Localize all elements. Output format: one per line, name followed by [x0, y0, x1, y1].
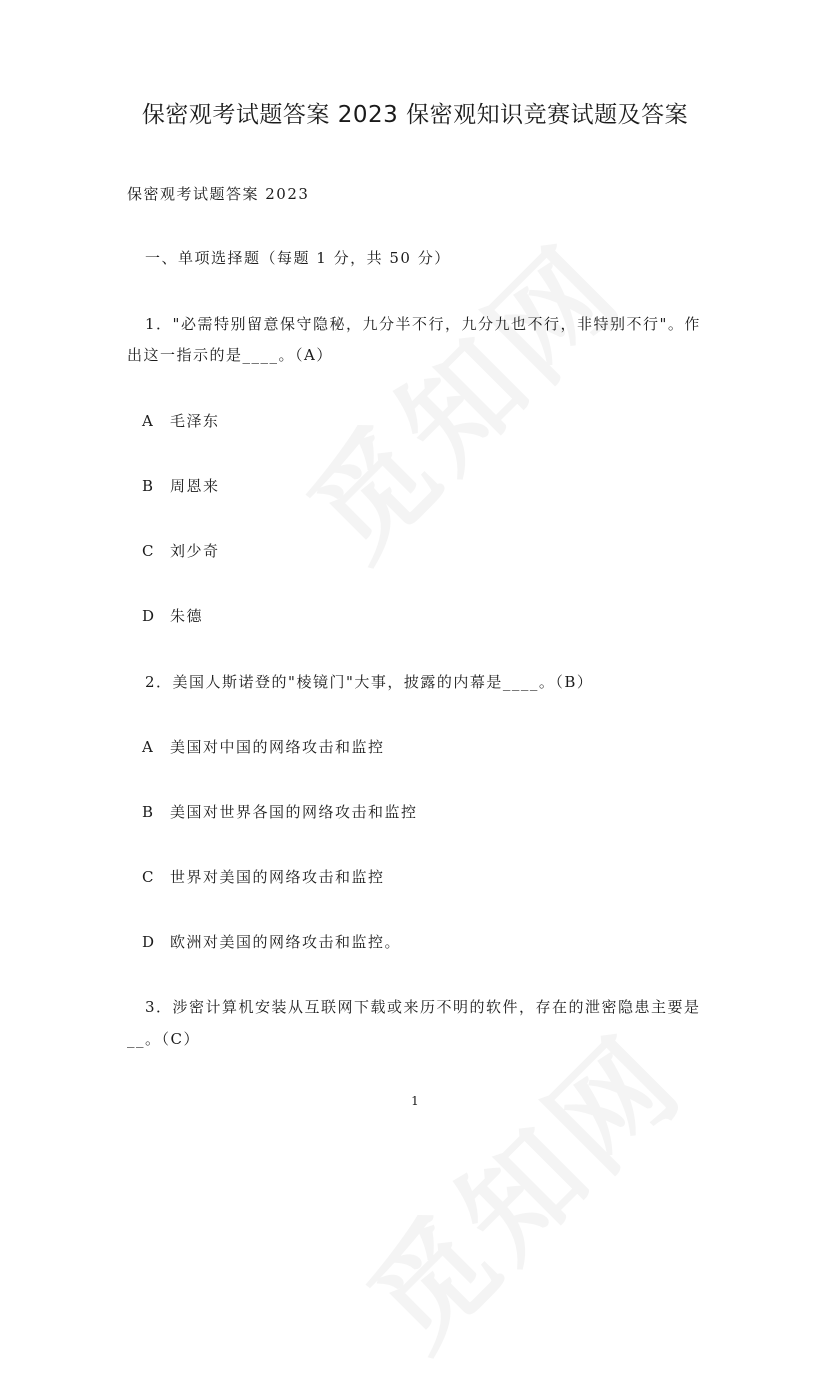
option-text: 周恩来	[170, 477, 220, 495]
option-text: 欧洲对美国的网络攻击和监控。	[170, 933, 402, 951]
document-subtitle: 保密观考试题答案 2023	[127, 185, 310, 203]
question-2-option-b	[142, 797, 418, 827]
question-1-text-continued: 出这一指示的是____。（A）	[127, 346, 333, 364]
option-text: 毛泽东	[170, 412, 220, 430]
page-number: 1	[411, 1094, 419, 1108]
question-3-text-continued: __。（C）	[127, 1030, 200, 1048]
option-text: 美国对世界各国的网络攻击和监控	[170, 803, 418, 821]
question-1-option-c	[142, 536, 220, 566]
option-text: 世界对美国的网络攻击和监控	[170, 868, 385, 886]
option-letter: A	[142, 412, 155, 430]
section-heading: 一、单项选择题（每题 1 分，共 50 分）	[145, 249, 451, 267]
option-letter: B	[142, 477, 155, 495]
option-letter: D	[142, 607, 156, 625]
option-text: 美国对中国的网络攻击和监控	[170, 738, 385, 756]
question-2-text: 2．美国人斯诺登的"棱镜门"大事，披露的内幕是____。（B）	[145, 673, 594, 691]
option-letter: C	[142, 542, 155, 560]
option-letter: C	[142, 868, 155, 886]
question-2-option-d	[142, 927, 401, 957]
question-1-option-d	[142, 601, 203, 631]
watermark	[325, 991, 713, 1379]
question-1-text: 1．"必需特别留意保守隐秘，九分半不行，九分九也不行，非特别不行"。作	[145, 315, 701, 333]
option-text: 刘少奇	[170, 542, 220, 560]
option-letter: A	[142, 738, 155, 756]
option-text: 朱德	[170, 607, 204, 625]
option-letter: D	[142, 933, 156, 951]
question-2-option-a	[142, 732, 385, 762]
option-letter: B	[142, 803, 155, 821]
question-3-text: 3．涉密计算机安装从互联网下载或来历不明的软件，存在的泄密隐患主要是	[145, 998, 701, 1016]
question-1-option-a	[142, 406, 220, 436]
question-1-option-b	[142, 471, 220, 501]
document-title: 保密观考试题答案 2023 保密观知识竞赛试题及答案	[141, 102, 689, 128]
question-2-option-c	[142, 862, 385, 892]
